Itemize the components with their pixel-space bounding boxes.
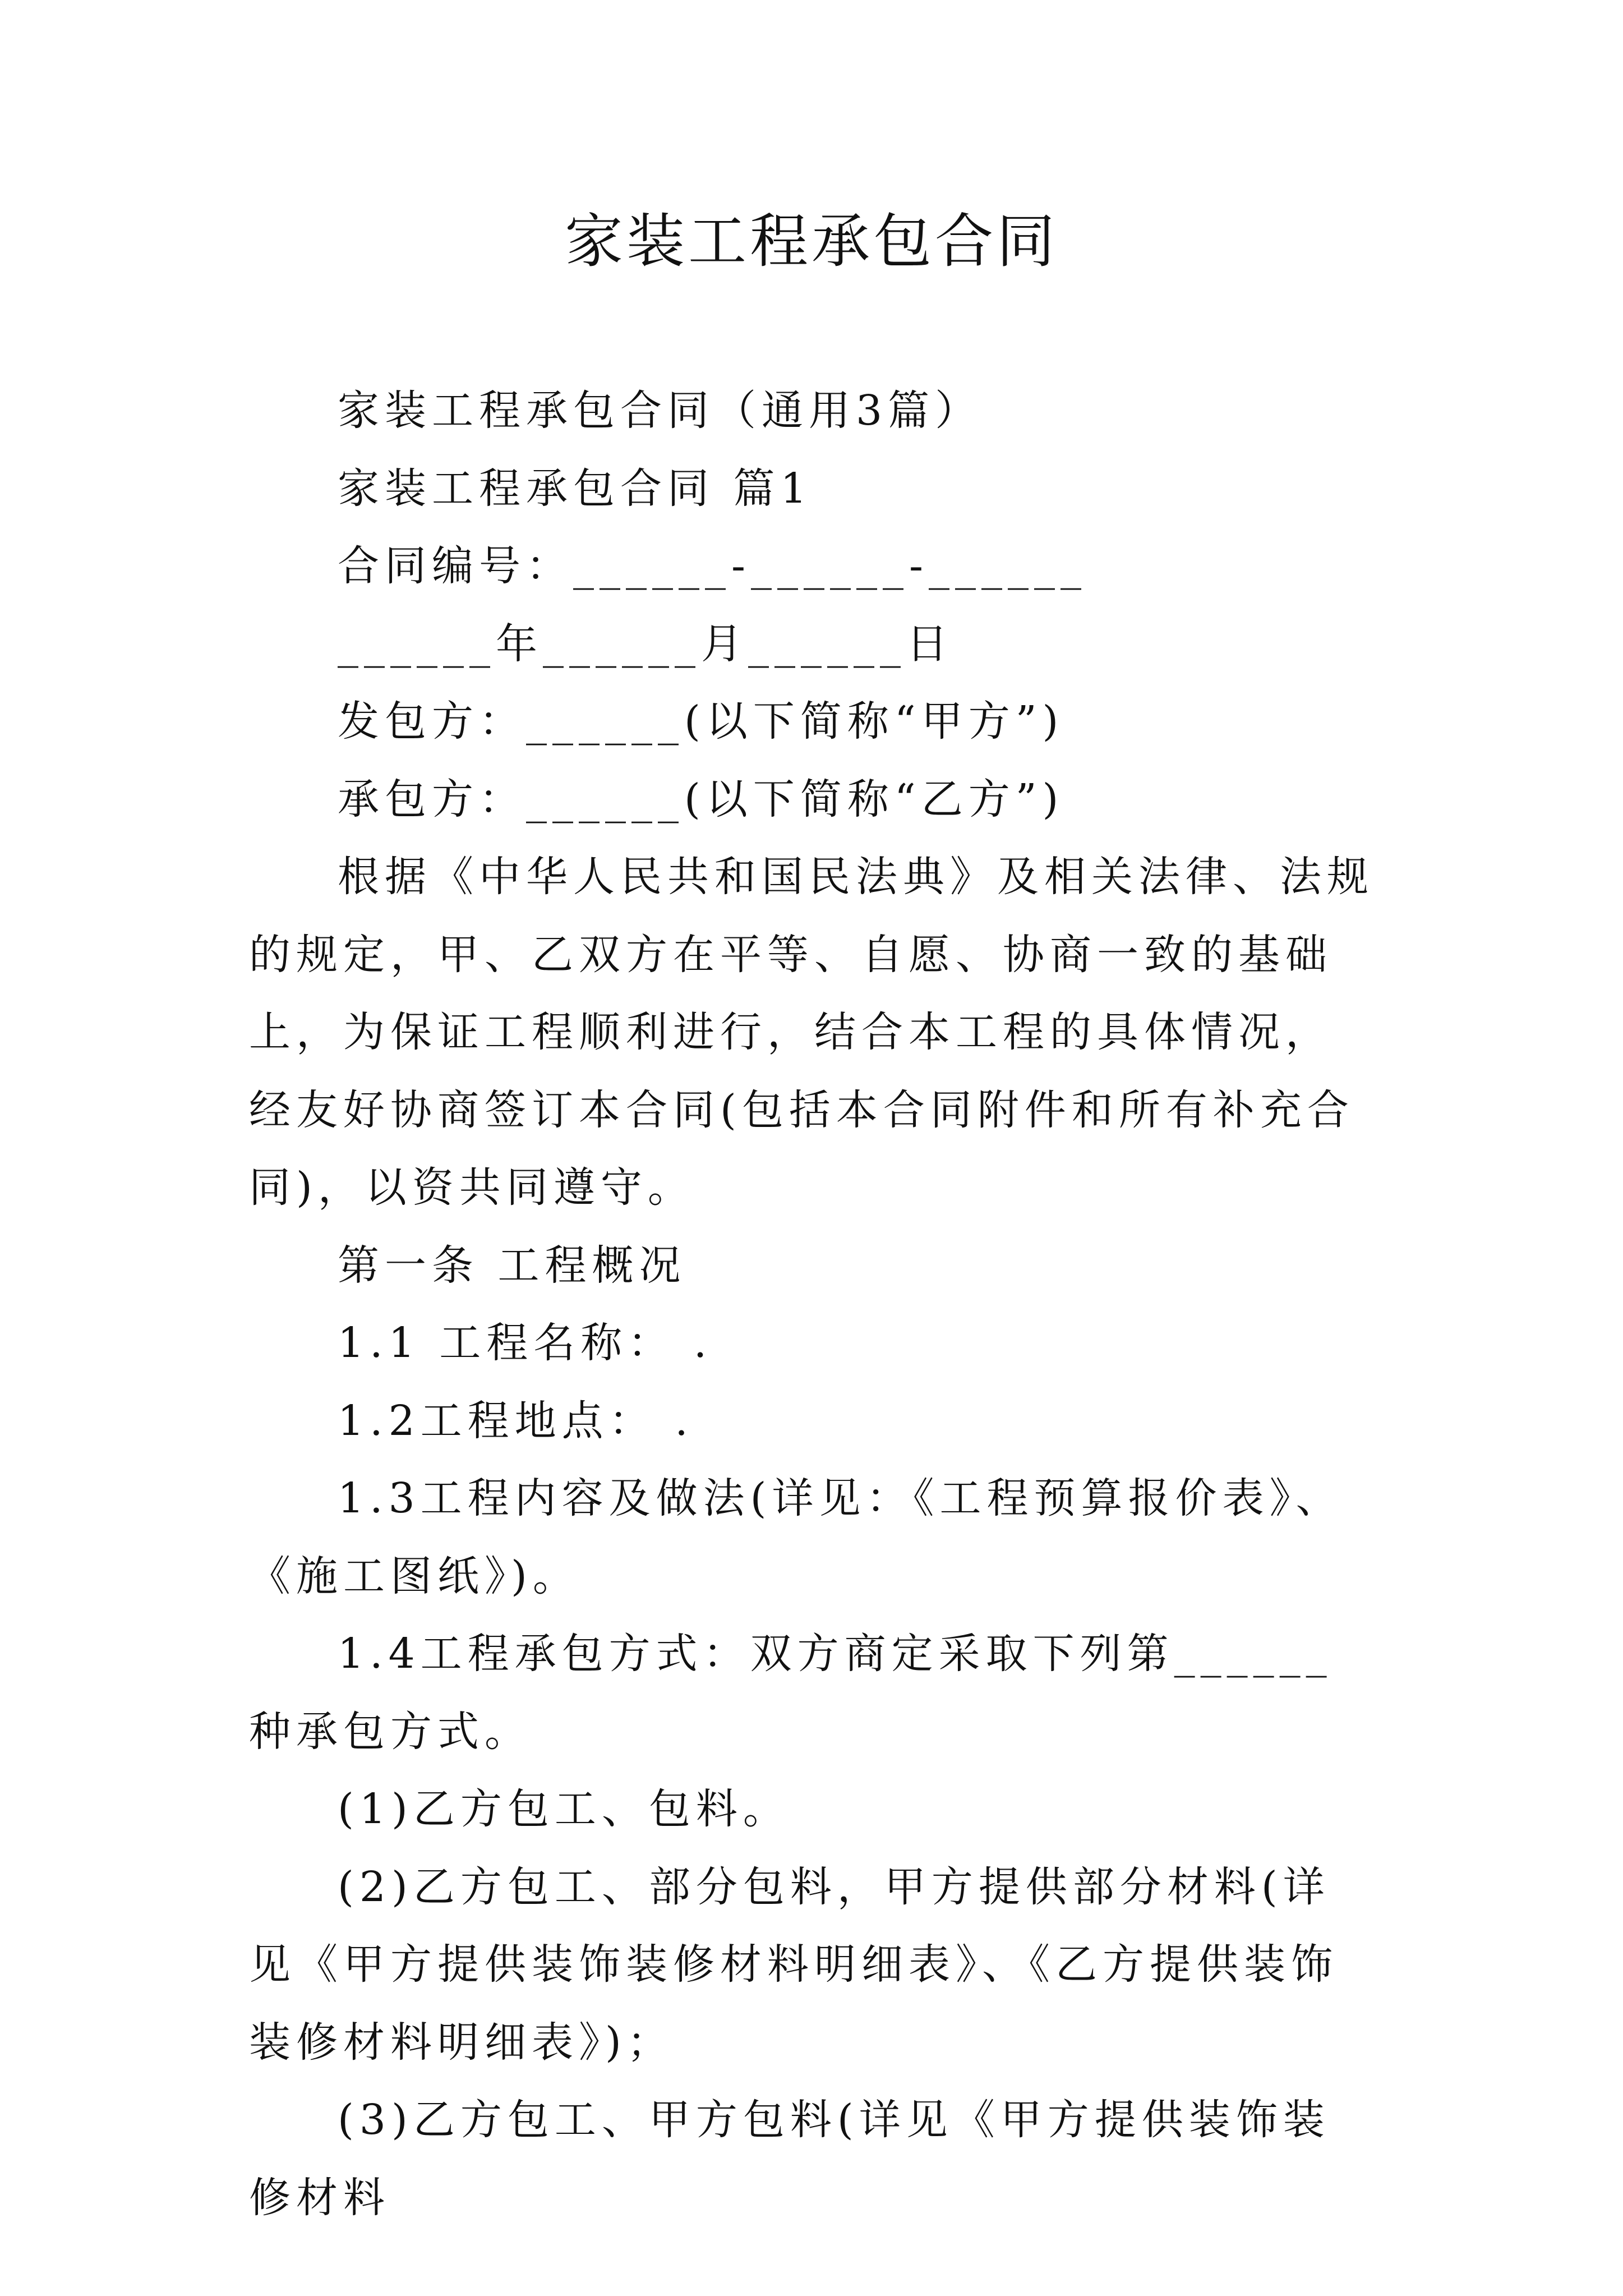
- paragraph-1-3: 1.3工程内容及做法(详见：《工程预算报价表》、《施工图纸》)。: [249, 1474, 1343, 1600]
- paragraph-party-b: 承包方：______(以下简称“乙方”): [338, 775, 1064, 823]
- paragraph-option-3: (3)乙方包工、甲方包料(详见《甲方提供装饰装修材料: [249, 2096, 1330, 2222]
- paragraph-article-1-heading: 第一条 工程概况: [338, 1241, 686, 1290]
- paragraph-option-2: (2)乙方包工、部分包料，甲方提供部分材料(详见《甲方提供装饰装修材料明细表》、《乙方提供装饰装修材料明细表》)；: [249, 1862, 1338, 2067]
- paragraph-1-1: 1.1 工程名称： .: [338, 1319, 713, 1367]
- paragraph-contract-number: 合同编号：______-______-______: [338, 542, 1087, 590]
- paragraph-date: ______年______月______日: [338, 619, 953, 668]
- paragraph-1-2: 1.2工程地点： .: [338, 1396, 694, 1445]
- paragraph-subtitle: 家装工程承包合同（通用3篇）: [338, 386, 983, 435]
- paragraph-section-heading: 家装工程承包合同 篇1: [338, 464, 813, 513]
- paragraph-option-1: (1)乙方包工、包料。: [338, 1785, 790, 1833]
- document-body: [249, 372, 1376, 2237]
- document-title: 家装工程承包合同: [564, 207, 1058, 275]
- paragraph-1-4: 1.4工程承包方式：双方商定采取下列第______种承包方式。: [249, 1630, 1332, 1756]
- paragraph-party-a: 发包方：______(以下简称“甲方”): [338, 697, 1064, 746]
- paragraph-preamble: 根据《中华人民共和国民法典》及相关法律、法规的规定，甲、乙双方在平等、自愿、协商一致的基础上，为保证工程顺利进行，结合本工程的具体情况，经友好协商签订本合同(包括本合同附件和所有补充合同)，以资共同遵守。: [249, 853, 1374, 1212]
